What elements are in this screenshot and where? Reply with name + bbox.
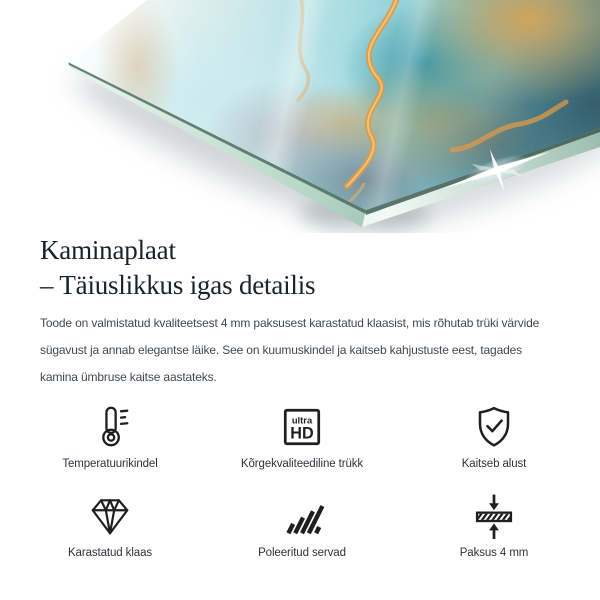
description-line: sügavust ja annab elegantse läike. See on kuumuskindel ja kaitseb kahjustuste eest, tagades — [40, 343, 523, 357]
feature-label: Kõrgekvaliteediline trükk — [240, 458, 364, 470]
thermometer-icon — [87, 398, 133, 450]
page-title — [40, 233, 315, 303]
shield-check-icon — [471, 398, 517, 450]
polished-edges-icon — [279, 487, 325, 539]
feature-label: Poleeritud servad — [258, 547, 346, 559]
feature-ultra-hd — [206, 398, 398, 470]
description-line: Toode on valmistatud kvaliteetsest 4 mm paksusest karastatud klaasist, mis rõhutab trüki värvide — [40, 316, 540, 330]
sparkle-flare-icon — [437, 138, 557, 202]
title-line-2: – Täiuslikkus igas detailis — [40, 270, 316, 300]
diamond-icon — [87, 487, 133, 539]
hero-image — [0, 0, 600, 233]
feature-polished-edges — [206, 487, 398, 559]
feature-thickness — [398, 487, 590, 559]
product-description — [40, 310, 539, 391]
feature-grid — [14, 398, 590, 559]
ultra-hd-badge-bottom: HD — [290, 424, 314, 443]
ultra-hd-icon — [279, 398, 325, 450]
feature-label: Karastatud klaas — [67, 547, 153, 559]
ultra-hd-badge-top: ultra — [291, 414, 313, 426]
feature-protects-base — [398, 398, 590, 470]
title-line-1: Kaminaplaat — [40, 235, 176, 265]
description-line: kamina ümbruse kaitse aastateks. — [40, 370, 217, 384]
feature-label: Kaitseb alust — [461, 458, 527, 470]
feature-tempered-glass — [14, 487, 206, 559]
feature-label: Paksus 4 mm — [459, 547, 529, 559]
feature-temperature — [14, 398, 206, 470]
thickness-icon — [471, 487, 517, 539]
feature-label: Temperatuurikindel — [62, 458, 158, 470]
